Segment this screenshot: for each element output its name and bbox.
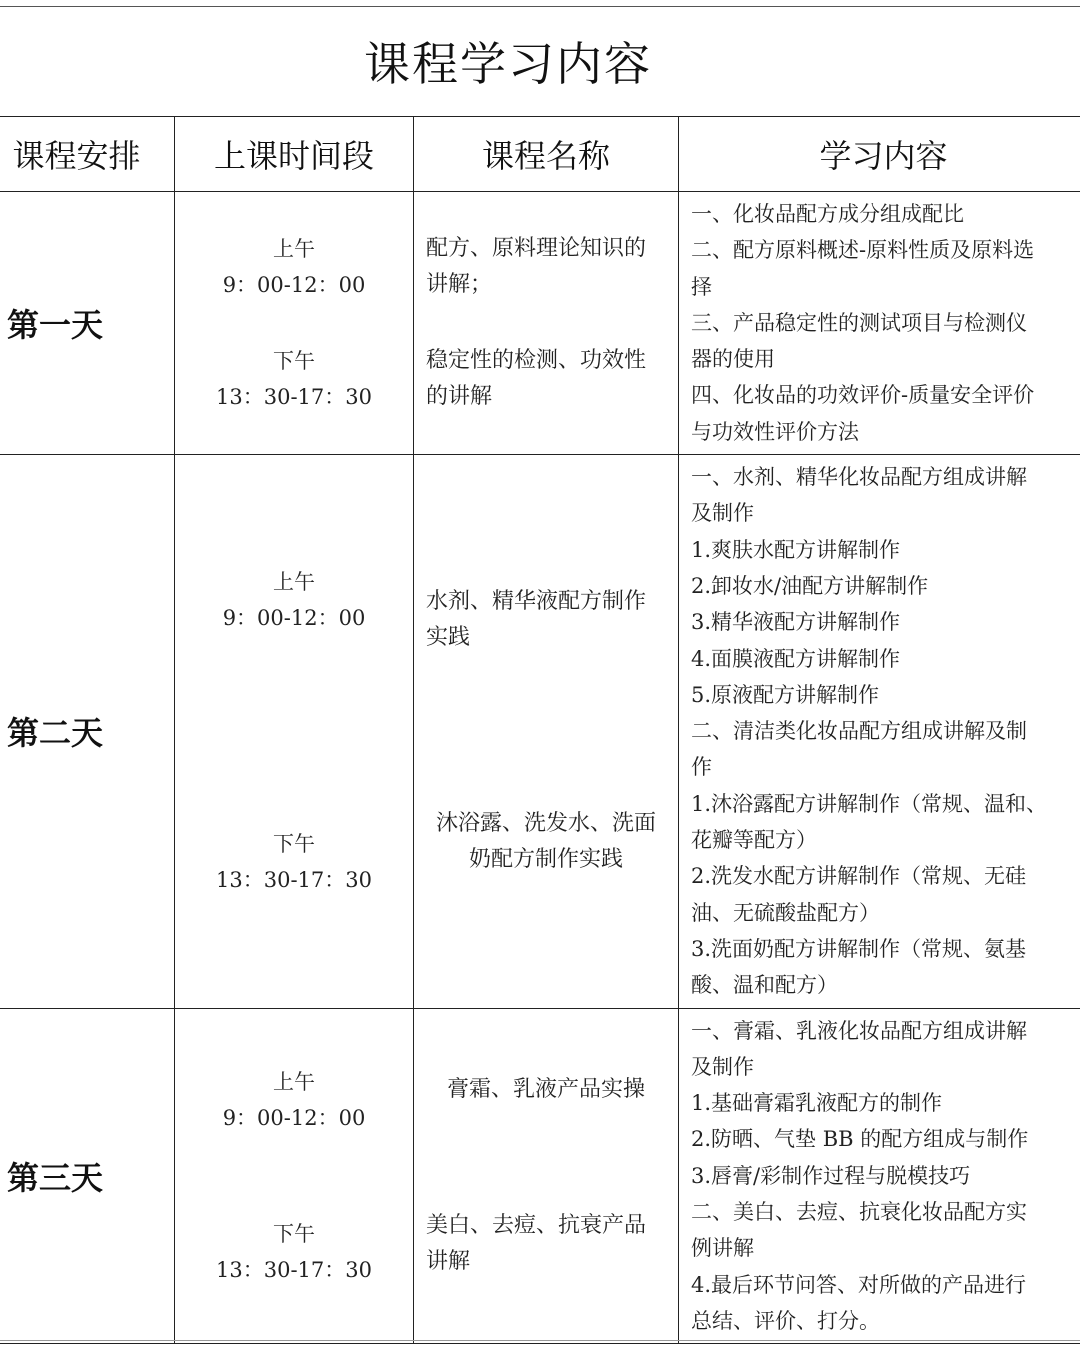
course-line: 美白、去痘、抗衰产品 bbox=[426, 1212, 647, 1238]
course-line: 讲解 bbox=[426, 1248, 471, 1274]
afternoon-course bbox=[426, 343, 666, 415]
content-line: 例讲解 bbox=[691, 1236, 754, 1261]
header-day: 课程安排 bbox=[0, 117, 175, 192]
morning-label: 上午 bbox=[273, 570, 315, 595]
course-line: 稳定性的检测、功效性 bbox=[426, 348, 647, 374]
course-line: 沐浴露、洗发水、洗面 bbox=[435, 811, 656, 837]
afternoon-block bbox=[175, 343, 413, 415]
content-line: 2.洗发水配方讲解制作（常规、无硅 bbox=[691, 864, 1027, 889]
course-line: 的讲解 bbox=[426, 384, 493, 410]
content-line: 1.爽肤水配方讲解制作 bbox=[691, 537, 901, 562]
course-name-cell bbox=[414, 192, 679, 455]
content-line: 3.洗面奶配方讲解制作（常规、氨基 bbox=[691, 936, 1027, 961]
header-course-name: 课程名称 bbox=[414, 117, 679, 192]
afternoon-time: 13：30-17：30 bbox=[216, 1257, 372, 1282]
course-line: 水剂、精华液配方制作 bbox=[426, 589, 647, 615]
afternoon-label: 下午 bbox=[273, 1221, 315, 1246]
course-line: 配方、原料理论知识的 bbox=[426, 236, 647, 262]
morning-course bbox=[426, 231, 666, 303]
content-line: 5.原液配方讲解制作 bbox=[691, 682, 880, 707]
content-line: 酸、温和配方） bbox=[691, 973, 838, 998]
content-line: 4.最后环节问答、对所做的产品进行 bbox=[691, 1272, 1027, 1297]
afternoon-block bbox=[175, 1216, 413, 1288]
content-line: 一、膏霜、乳液化妆品配方组成讲解 bbox=[691, 1018, 1027, 1043]
content-line: 择 bbox=[691, 274, 712, 299]
course-spacer bbox=[426, 303, 666, 343]
content-line: 1.基础膏霜乳液配方的制作 bbox=[691, 1091, 943, 1116]
course-line: 膏霜、乳液产品实操 bbox=[446, 1076, 645, 1102]
time-cell bbox=[175, 192, 414, 455]
day-cell: 第一天 bbox=[0, 192, 175, 455]
content-line: 二、清洁类化妆品配方组成讲解及制 bbox=[691, 719, 1027, 744]
morning-time: 9：00-12：00 bbox=[222, 273, 366, 298]
time-spacer bbox=[175, 303, 413, 343]
day-cell: 第三天 bbox=[0, 1008, 175, 1344]
content-line: 3.精华液配方讲解制作 bbox=[691, 610, 901, 635]
top-divider bbox=[0, 6, 1080, 7]
content-line: 三、产品稳定性的测试项目与检测仪 bbox=[691, 310, 1027, 335]
afternoon-time: 13：30-17：30 bbox=[216, 868, 372, 893]
content-line: 2.卸妆水/油配方讲解制作 bbox=[691, 573, 929, 598]
course-line: 讲解； bbox=[426, 272, 493, 298]
morning-course bbox=[426, 584, 666, 656]
afternoon-label: 下午 bbox=[273, 832, 315, 857]
morning-time: 9：00-12：00 bbox=[222, 606, 366, 631]
content-line: 1.沐浴露配方讲解制作（常规、温和、 bbox=[691, 791, 1048, 816]
course-line: 奶配方制作实践 bbox=[468, 847, 623, 873]
bottom-divider bbox=[0, 1340, 1080, 1341]
table-row bbox=[0, 1008, 1080, 1344]
content-line: 及制作 bbox=[691, 1054, 754, 1079]
header-row bbox=[0, 117, 1080, 192]
afternoon-label: 下午 bbox=[273, 349, 315, 374]
table-row bbox=[0, 192, 1080, 455]
content-line: 与功效性评价方法 bbox=[691, 419, 859, 444]
content-line: 总结、评价、打分。 bbox=[691, 1308, 880, 1333]
afternoon-time: 13：30-17：30 bbox=[216, 385, 372, 410]
morning-block bbox=[175, 231, 413, 303]
content-line: 二、美白、去痘、抗衰化妆品配方实 bbox=[691, 1200, 1027, 1225]
morning-block bbox=[175, 1064, 413, 1136]
afternoon-block bbox=[175, 826, 413, 898]
course-name-cell bbox=[414, 1008, 679, 1344]
header-time: 上课时间段 bbox=[175, 117, 414, 192]
course-spacer bbox=[426, 1108, 666, 1208]
afternoon-course bbox=[426, 1208, 666, 1280]
content-line: 一、化妆品配方成分组成配比 bbox=[691, 202, 964, 226]
table-row bbox=[0, 455, 1080, 1008]
page-title: 课程学习内容 bbox=[364, 37, 652, 91]
header-content: 学习内容 bbox=[679, 117, 1080, 192]
content-cell bbox=[679, 1008, 1080, 1344]
content-line: 花瓣等配方） bbox=[691, 828, 817, 853]
time-spacer bbox=[175, 636, 413, 826]
content-cell bbox=[679, 192, 1080, 455]
content-line: 油、无硫酸盐配方） bbox=[691, 900, 880, 925]
morning-block bbox=[175, 564, 413, 636]
content-line: 器的使用 bbox=[691, 347, 775, 372]
time-cell bbox=[175, 455, 414, 1008]
morning-label: 上午 bbox=[273, 1069, 315, 1094]
day-cell: 第二天 bbox=[0, 455, 175, 1008]
content-line: 2.防晒、气垫 BB 的配方组成与制作 bbox=[691, 1127, 1029, 1152]
course-spacer bbox=[426, 656, 666, 806]
content-cell bbox=[679, 455, 1080, 1008]
content-line: 一、水剂、精华化妆品配方组成讲解 bbox=[691, 465, 1027, 490]
content-line: 及制作 bbox=[691, 501, 754, 526]
morning-time: 9：00-12：00 bbox=[222, 1105, 366, 1130]
content-line: 二、配方原料概述-原料性质及原料选 bbox=[691, 238, 1035, 263]
content-line: 四、化妆品的功效评价-质量安全评价 bbox=[691, 383, 1035, 408]
course-line: 实践 bbox=[426, 625, 471, 651]
content-line: 3.唇膏/彩制作过程与脱模技巧 bbox=[691, 1163, 971, 1188]
time-cell bbox=[175, 1008, 414, 1344]
time-spacer bbox=[175, 1136, 413, 1216]
course-name-cell bbox=[414, 455, 679, 1008]
morning-course bbox=[426, 1072, 666, 1108]
schedule-table bbox=[0, 116, 1080, 1344]
morning-label: 上午 bbox=[273, 237, 315, 262]
afternoon-course bbox=[426, 806, 666, 878]
content-line: 4.面膜液配方讲解制作 bbox=[691, 646, 901, 671]
content-line: 作 bbox=[691, 755, 712, 780]
